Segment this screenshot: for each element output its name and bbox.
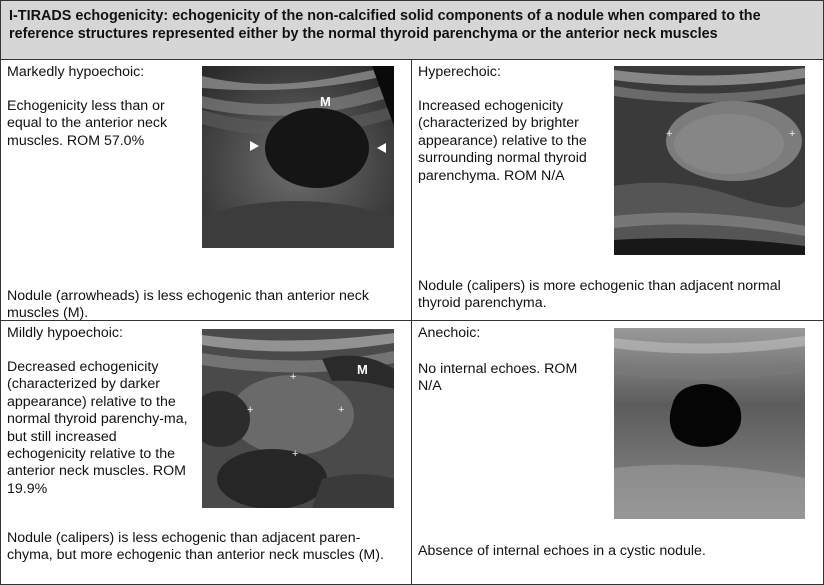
ultrasound-image-anechoic (614, 328, 805, 519)
cell-description: Echogenicity less than or equal to the anterior neck muscles. ROM 57.0% (7, 98, 168, 149)
ultrasound-image-mildly-hypoechoic (202, 329, 394, 508)
cell-title: Anechoic: (418, 325, 481, 341)
cell-description: Decreased echogenicity (characterized by darker appearance) relative to the normal thyroid parenchy-ma, but still increased echogenicity relative to the anterior neck muscles. ROM 19.9% (7, 359, 188, 497)
caliper-marker: + (338, 404, 345, 416)
cell-anechoic (412, 321, 823, 584)
cell-description: No internal echoes. ROM N/A (418, 361, 578, 395)
arrowhead-icon (377, 143, 386, 153)
muscle-label: M (320, 94, 331, 109)
cell-caption: Nodule (calipers) is more echogenic than adjacent normal thyroid parenchyma. (418, 278, 781, 312)
caliper-marker: + (290, 371, 297, 383)
cell-title: Mildly hypoechoic: (7, 325, 123, 341)
caliper-marker: + (666, 128, 673, 140)
ultrasound-image-hyperechoic (614, 66, 805, 255)
caliper-marker: + (292, 448, 299, 460)
cell-hyperechoic (412, 60, 823, 321)
cell-title: Markedly hypoechoic: (7, 64, 145, 80)
cell-caption: Nodule (arrowheads) is less echogenic than anterior neck muscles (M). (7, 288, 369, 322)
ultrasound-image-markedly-hypoechoic (202, 66, 394, 248)
cell-markedly-hypoechoic (1, 60, 412, 321)
cell-caption: Absence of internal echoes in a cystic nodule. (418, 543, 706, 559)
cell-description: Increased echogenicity (characterized by brighter appearance) relative to the surrounding normal thyroid parenchyma. ROM N/A (418, 98, 587, 184)
cell-mildly-hypoechoic (1, 321, 412, 584)
arrowhead-icon (250, 141, 259, 151)
cell-caption: Nodule (calipers) is less echogenic than adjacent paren-chyma, but more echogenic than anterior neck muscles (M). (7, 530, 384, 564)
muscle-label: M (357, 362, 368, 377)
caliper-marker: + (247, 404, 254, 416)
cell-title: Hyperechoic: (418, 64, 501, 80)
caliper-marker: + (789, 128, 796, 140)
table-header: I-TIRADS echogenicity: echogenicity of the non-calcified solid components of a nodule when compared to the reference structures represented either by the normal thyroid parenchyma or the anterior neck muscles (1, 1, 823, 60)
